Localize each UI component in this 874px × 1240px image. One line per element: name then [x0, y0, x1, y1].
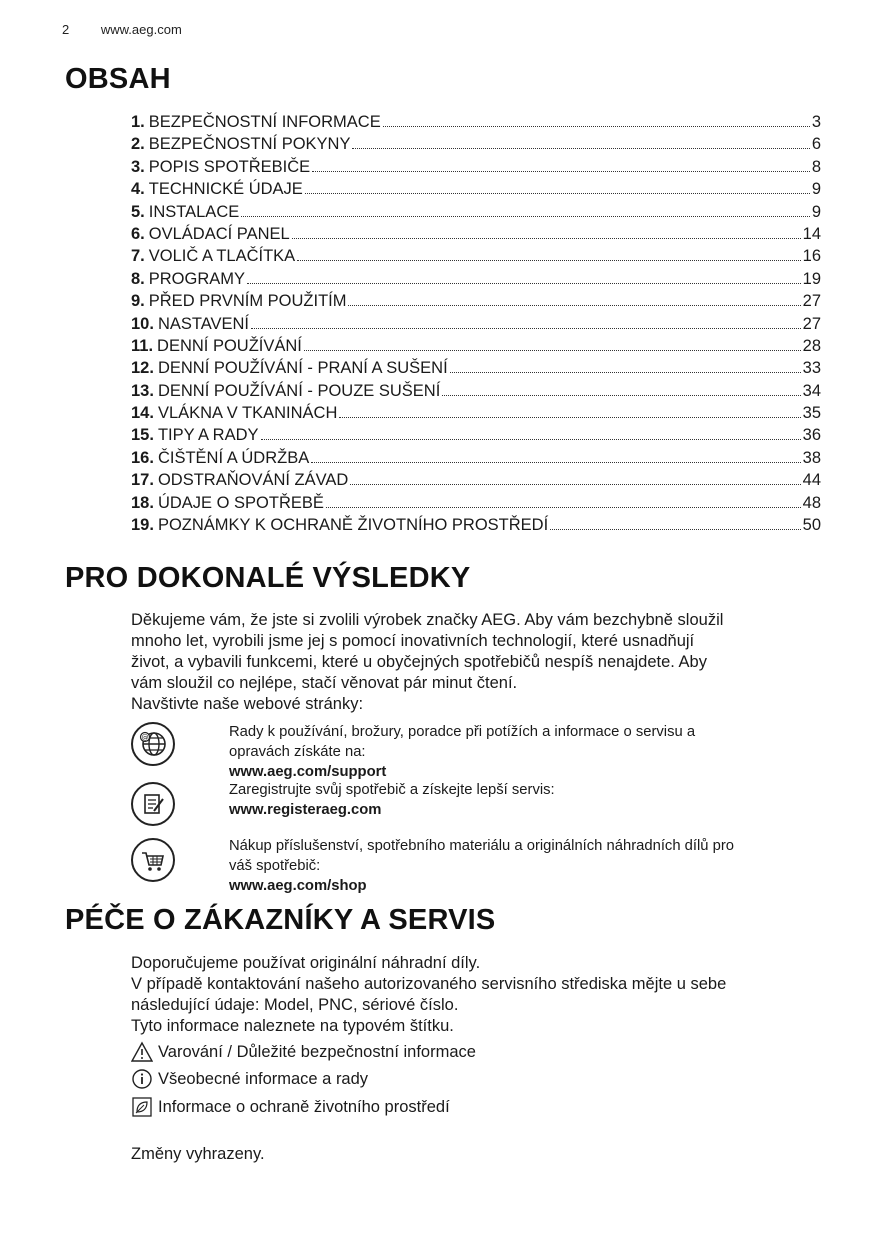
toc-item[interactable]	[131, 469, 821, 491]
toc-leader-dots	[450, 357, 801, 373]
toc-item-page: 48	[802, 493, 821, 512]
toc-item-label: TECHNICKÉ ÚDAJE	[148, 180, 303, 199]
toc-item[interactable]	[131, 290, 821, 312]
care-heading: PÉČE O ZÁKAZNÍKY A SERVIS	[65, 904, 496, 936]
intro-line: život, a vybavili funkcemi, které u obyčejných spotřebičů nespíš nenajdete. Aby	[131, 653, 707, 671]
toc-item[interactable]	[131, 178, 821, 200]
page-number: 2	[62, 22, 70, 37]
toc-leader-dots	[348, 290, 800, 306]
toc-leader-dots	[550, 514, 800, 530]
toc-item-number: 5.	[131, 202, 145, 221]
toc-item-label: DENNÍ POUŽÍVÁNÍ - POUZE SUŠENÍ	[157, 381, 441, 400]
toc-leader-dots	[312, 156, 810, 172]
page-header	[62, 22, 182, 37]
intro-line: mnoho let, vyrobili jsme jej s pomocí inovativních technologií, které usnadňují	[131, 632, 695, 650]
web-item-text	[229, 780, 829, 820]
toc-leader-dots	[311, 447, 800, 463]
toc-item-page: 9	[811, 202, 821, 221]
intro-line: vám sloužil co nejlépe, stačí věnovat pár minut čtení.	[131, 674, 518, 692]
web-item-line: váš spotřebič:	[229, 858, 321, 874]
toc-item-number: 17.	[131, 471, 154, 490]
toc-item-label: PŘED PRVNÍM POUŽITÍM	[148, 292, 347, 311]
toc-item-number: 8.	[131, 269, 145, 288]
care-line: následující údaje: Model, PNC, sériové číslo.	[131, 996, 459, 1014]
toc-item-number: 15.	[131, 426, 154, 445]
site-url[interactable]: www.aeg.com	[100, 22, 182, 37]
toc-leader-dots	[241, 201, 810, 217]
toc-item-page: 44	[802, 471, 821, 490]
toc-item-label: BEZPEČNOSTNÍ POKYNY	[148, 135, 351, 154]
toc-item[interactable]	[131, 133, 821, 155]
toc-item-number: 4.	[131, 180, 145, 199]
toc-item[interactable]	[131, 357, 821, 379]
toc-leader-dots	[297, 245, 800, 261]
toc-item[interactable]	[131, 313, 821, 335]
toc-item[interactable]	[131, 201, 821, 223]
toc-item[interactable]	[131, 514, 821, 536]
toc-item-page: 19	[802, 269, 821, 288]
toc-item-page: 9	[811, 180, 821, 199]
toc-item-number: 19.	[131, 516, 154, 535]
toc-item-number: 14.	[131, 404, 154, 423]
toc-item-number: 7.	[131, 247, 145, 266]
toc-item-label: ODSTRAŇOVÁNÍ ZÁVAD	[157, 471, 349, 490]
toc-item-label: OVLÁDACÍ PANEL	[148, 224, 290, 243]
toc-item-page: 27	[802, 314, 821, 333]
toc-item[interactable]	[131, 223, 821, 245]
toc-leader-dots	[305, 178, 810, 194]
toc-leader-dots	[247, 268, 801, 284]
environment-icon	[131, 1096, 153, 1118]
care-line: Tyto informace naleznete na typovém štítku.	[131, 1017, 454, 1035]
toc-item[interactable]	[131, 268, 821, 290]
toc-item-page: 6	[811, 135, 821, 154]
toc-leader-dots	[261, 424, 801, 440]
intro-line: Navštivte naše webové stránky:	[131, 695, 364, 713]
toc-leader-dots	[442, 380, 800, 396]
toc-leader-dots	[251, 313, 801, 329]
legend-label: Všeobecné informace a rady	[158, 1070, 369, 1088]
toc-item[interactable]	[131, 402, 821, 424]
legend-info	[131, 1068, 368, 1090]
toc-item-page: 28	[802, 336, 821, 355]
toc-item[interactable]	[131, 492, 821, 514]
care-line: Doporučujeme používat originální náhradní díly.	[131, 954, 481, 972]
toc-leader-dots	[350, 469, 800, 485]
toc-item-label: TIPY A RADY	[157, 426, 259, 445]
toc-leader-dots	[383, 111, 810, 127]
toc-item-page: 34	[802, 381, 821, 400]
shopping-cart-icon	[131, 838, 175, 882]
warning-icon	[131, 1041, 153, 1063]
web-item-line: Nákup příslušenství, spotřebního materiálu a originálních náhradních dílů pro	[229, 838, 735, 854]
toc-item-label: POPIS SPOTŘEBIČE	[148, 157, 311, 176]
web-item-line: Rady k používání, brožury, poradce při potížích a informace o servisu a	[229, 724, 696, 740]
toc-item-number: 6.	[131, 224, 145, 243]
toc-item-label: INSTALACE	[148, 202, 240, 221]
web-item-line: Zaregistrujte svůj spotřebič a získejte lepší servis:	[229, 782, 555, 798]
toc-item-number: 10.	[131, 314, 154, 333]
info-icon	[131, 1068, 153, 1090]
toc-item-number: 1.	[131, 113, 145, 131]
web-item-text	[229, 836, 829, 896]
toc-item-page: 50	[802, 516, 821, 535]
toc-item-label: VOLIČ A TLAČÍTKA	[148, 247, 296, 266]
toc-item-page: 16	[802, 247, 821, 266]
toc-item-label: PROGRAMY	[148, 269, 246, 288]
toc-item-number: 16.	[131, 448, 154, 467]
toc-item-label: DENNÍ POUŽÍVÁNÍ	[157, 336, 302, 355]
toc-item-page: 3	[811, 113, 821, 131]
web-item-line: opravách získáte na:	[229, 744, 366, 760]
toc-item-number: 18.	[131, 493, 154, 512]
toc-item-page: 35	[802, 404, 821, 423]
toc-item[interactable]	[131, 447, 821, 469]
toc-item-label: ČIŠTĚNÍ A ÚDRŽBA	[157, 448, 310, 467]
toc-item-label: DENNÍ POUŽÍVÁNÍ - PRANÍ A SUŠENÍ	[157, 359, 448, 378]
toc-item-number: 12.	[131, 359, 154, 378]
svg-text:@: @	[141, 733, 149, 742]
toc-item[interactable]	[131, 245, 821, 267]
toc-heading: OBSAH	[65, 63, 171, 95]
intro-line: Děkujeme vám, že jste si zvolili výrobek značky AEG. Aby vám bezchybně sloužil	[131, 611, 724, 629]
toc-leader-dots	[339, 402, 800, 418]
web-item-text	[229, 722, 829, 782]
register-link[interactable]: www.registeraeg.com	[229, 802, 382, 818]
legend-environment	[131, 1096, 450, 1118]
toc-item-number: 13.	[131, 381, 154, 400]
toc-leader-dots	[292, 223, 801, 239]
toc-item-page: 14	[802, 224, 821, 243]
legend-warning	[131, 1041, 476, 1063]
toc-item-page: 33	[802, 359, 821, 378]
legend-label: Informace o ochraně životního prostředí	[158, 1098, 450, 1116]
shop-link[interactable]: www.aeg.com/shop	[229, 878, 367, 894]
toc-item-page: 8	[811, 157, 821, 176]
support-link[interactable]: www.aeg.com/support	[229, 764, 387, 780]
toc-leader-dots	[352, 133, 809, 149]
toc-item[interactable]	[131, 111, 821, 133]
changes-note: Změny vyhrazeny.	[131, 1145, 265, 1163]
globe-icon	[131, 722, 175, 766]
toc-item[interactable]	[131, 156, 821, 178]
results-heading: PRO DOKONALÉ VÝSLEDKY	[65, 562, 471, 594]
register-icon	[131, 782, 175, 826]
toc-item[interactable]	[131, 380, 821, 402]
toc-item-label: POZNÁMKY K OCHRANĚ ŽIVOTNÍHO PROSTŘEDÍ	[157, 516, 549, 535]
toc-leader-dots	[326, 492, 801, 508]
toc-item-label: VLÁKNA V TKANINÁCH	[157, 404, 338, 423]
intro-paragraph	[131, 610, 831, 715]
toc-item-label: ÚDAJE O SPOTŘEBĚ	[157, 493, 324, 512]
toc-item-number: 3.	[131, 157, 145, 176]
toc-item-number: 2.	[131, 135, 145, 154]
toc-item-number: 11.	[131, 336, 154, 355]
legend-label: Varování / Důležité bezpečnostní informace	[158, 1043, 476, 1061]
toc-item[interactable]	[131, 335, 821, 357]
toc-item-label: BEZPEČNOSTNÍ INFORMACE	[148, 113, 381, 131]
toc-item-page: 38	[802, 448, 821, 467]
toc-item-page: 36	[802, 426, 821, 445]
care-paragraph	[131, 953, 831, 1037]
toc-item-page: 27	[802, 292, 821, 311]
toc-item[interactable]	[131, 424, 821, 446]
toc-item-number: 9.	[131, 292, 145, 311]
toc-leader-dots	[304, 335, 801, 351]
toc-item-label: NASTAVENÍ	[157, 314, 250, 333]
table-of-contents	[131, 111, 821, 536]
care-line: V případě kontaktování našeho autorizovaného servisního střediska mějte u sebe	[131, 975, 727, 993]
